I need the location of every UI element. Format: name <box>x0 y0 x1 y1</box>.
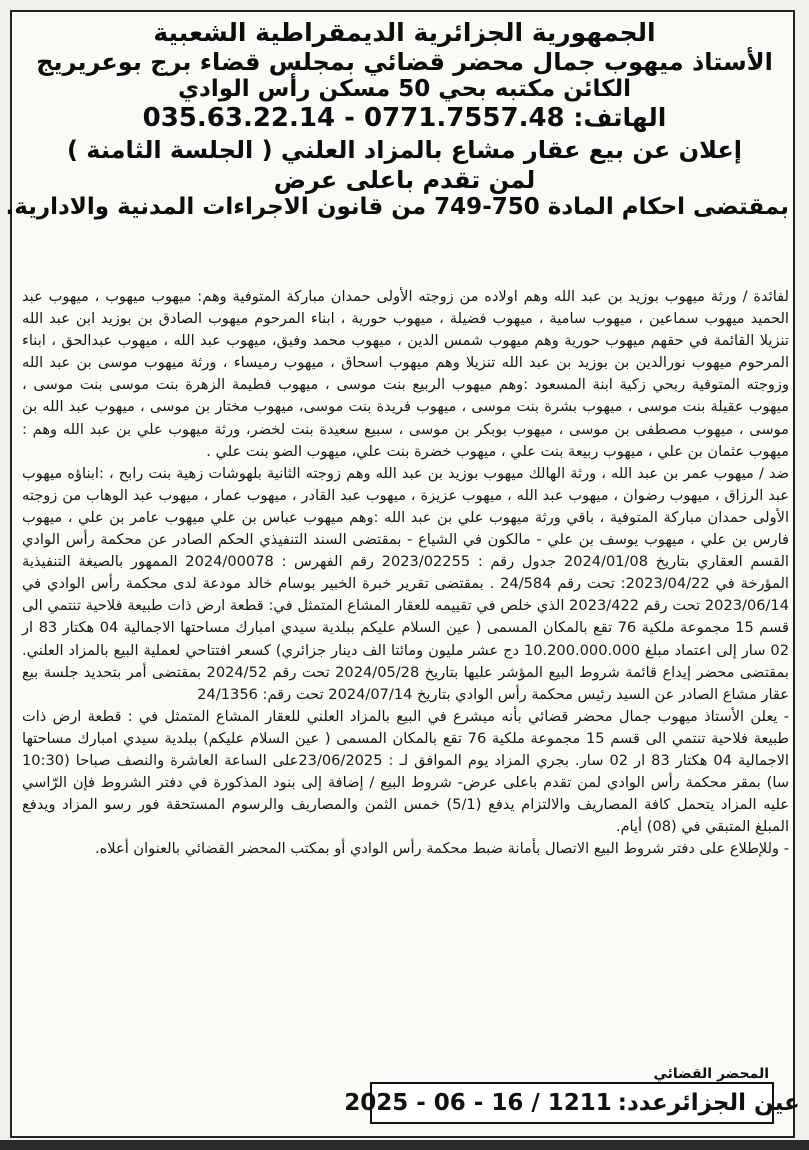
page-edge <box>0 1140 809 1150</box>
issue-number: 2025 - 06 - 16 / 1211 <box>344 1090 612 1116</box>
announcement-body <box>22 286 789 860</box>
republic-title: الجمهورية الجزائرية الديمقراطية الشعبية <box>153 18 656 47</box>
newspaper-issue-box <box>344 1082 800 1124</box>
announcement-title: إعلان عن بيع عقار مشاع بالمزاد العلني ( الجلسة الثامنة ) <box>66 135 743 164</box>
highest-bidder-line: لمن تقدم باعلى عرض <box>273 165 536 194</box>
phone-line <box>20 103 789 134</box>
phone-numbers: 035.63.22.14 - 0771.7557.48 <box>142 102 565 133</box>
bailiff-name: الأستاذ ميهوب جمال محضر قضائي بمجلس قضاء برج بوعريريج <box>36 47 773 76</box>
beneficiaries-paragraph: لفائدة / ورثة ميهوب بوزيد بن عبد الله وهم اولاده من زوجته الأولى حمدان مباركة المتوفية وهم: ميهوب ميهوب ، ميهوب عبد الحميد ميهوب سماعين ، ميهوب سامية ، ميهوب فضيلة ، ميهوب حورية ، ابناء المرحوم ميهوب الصادق بن بوزيد ابن عبد الله تنزيلا القائمة في حقهم ميهوب حورية وهم ميهوب شمس الدين ، ميهوب محمد وفيق، ميهوب عبد الله ، ميهوب عبدالحق ، ابناء المرحوم ميهوب نورالدين بن بوزيد بن عبد الله تنزيلا وهم ميهوب اسحاق ، ميهوب رميساء ، ورثة ميهوب موسى بن عبد الله وزوجته المتوفية ربحي زكية ابنة المسعود :وهم ميهوب الربيع بنت موسى ، ميهوب فطيمة الزهرة بنت موسى بنت موسى ، ميهوب عقيلة بنت موسى ، ميهوب بشرة بنت موسى ، ميهوب فريدة بنت موسى، ميهوب مختار بن موسى ، ميهوب عبد الله بن موسى ، ميهوب مصطفى بن موسى ، ميهوب بوبكر بن موسى ، سبيع سعيدة بنت لخضر، ورثة ميهوب علي بن عبد الله وهم : ميهوب عثمان بن علي ، ميهوب ربيعة بنت علي ، ميهوب خضرة بنت علي، ميهوب الضو بنت علي . <box>22 288 789 460</box>
consultation-paragraph: - وللإطلاع على دفتر شروط البيع الاتصال بأمانة ضبط محكمة رأس الوادي أو بمكتب المحضر القضائي بالعنوان أعلاه. <box>95 840 789 858</box>
bailiff-signature: المحضر القضائي <box>653 1066 769 1082</box>
against-paragraph: ضد / ميهوب عمر بن عبد الله ، ورثة الهالك ميهوب بوزيد بن عبد الله وهم زوجته الثانية بلهوشات زهية بنت رابح ، :ابناؤه ميهوب عبد الرزاق ، ميهوب رضوان ، ميهوب عبد الله ، ميهوب عزيزة ، ميهوب عبد القادر ، ميهوب عمار ، ميهوب عبد الوهاب من زوجته الأولى حمدان مباركة المتوفية ، باقي ورثة ميهوب علي بن عبد الله :وهم ميهوب عباس بن علي ميهوب عامر بن علي ، ميهوب فارس بن علي ، ميهوب يوسف بن علي - مالكون في الشياع - بمقتضى السند التنفيذي الحكم الصادر عن محكمة رأس الوادي القسم العقاري بتاريخ 2024/01/08 جدول رقم : 2023/02255 رقم الفهرس : 2024/00078 الممهور بالصيغة التنفيذية المؤرخة في 2023/04/22: تحت رقم 24/584 . بمقتضى تقرير خبرة الخبير بوسام خالد مودعة لدى محكمة رأس الوادي في 2023/06/14 تحت رقم 2023/422 الذي خلص في تقييمه للعقار المشاع المتمثل في: قطعة ارض ذات طبيعة فلاحية تنتمي الى قسم 15 مجموعة ملكية 76 تقع بالمكان المسمى ( عين السلام عليكم ببلدية سيدي امبارك مساحتها الاجمالية 04 هكتار 83 ار 02 سار إلى اعتماد مبلغ 10.200.000.000 دج عشر مليون ومائتا الف دينار جزائري) كسعر افتتاحي لعملية البيع بالمزاد العلني. بمقتضى محضر إيداع قائمة شروط البيع المؤشر عليها بتاريخ 2024/05/28 تحت رقم 2024/52 بمقتضى أمر بتحديد جلسة بيع عقار مشاع الصادر عن السيد رئيس محكمة رأس الوادي بتاريخ 2024/07/14 تحت رقم: 24/1356 <box>22 464 790 703</box>
announcement-header <box>5 18 789 221</box>
phone-label: الهاتف: <box>573 102 667 132</box>
legal-basis: بمقتضى احكام المادة 750-749 من قانون الاجراءات المدنية والادارية. <box>5 194 789 221</box>
newspaper-label: عين الجزائرعدد: <box>617 1090 800 1116</box>
sale-notice-paragraph: - يعلن الأستاذ ميهوب جمال محضر قضائي بأنه ميشرع في البيع بالمزاد العلني للعقار المشاع المتمثل في : قطعة ارض ذات طبيعة فلاحية تنتمي الى قسم 15 مجموعة ملكية 76 تقع بالمكان المسمى ( عين السلام عليكم) ببلدية سيدي امبارك مساحتها الاجمالية 04 هكتار 83 ار 02 سار. بجري المزاد يوم الموافق لـ : 23/06/2025على الساعة العاشرة والنصف صباحا (10:30 سا) بمقر محكمة رأس الوادي لمن تقدم باعلى عرض- شروط البيع / إضافة إلى بنود المذكورة في دفتر الشروط فإن الرّاسي عليه المزاد يتحمل كافة المصاريف والالتزام يدفع (5/1) خمس الثمن والمصاريف والرسوم المستحقة فور رسو المزاد ويدفع المبلغ المتبقي في (08) أيام. <box>22 707 790 836</box>
office-address: الكائن مكتبه بحي 50 مسكن رأس الوادي <box>177 75 632 102</box>
